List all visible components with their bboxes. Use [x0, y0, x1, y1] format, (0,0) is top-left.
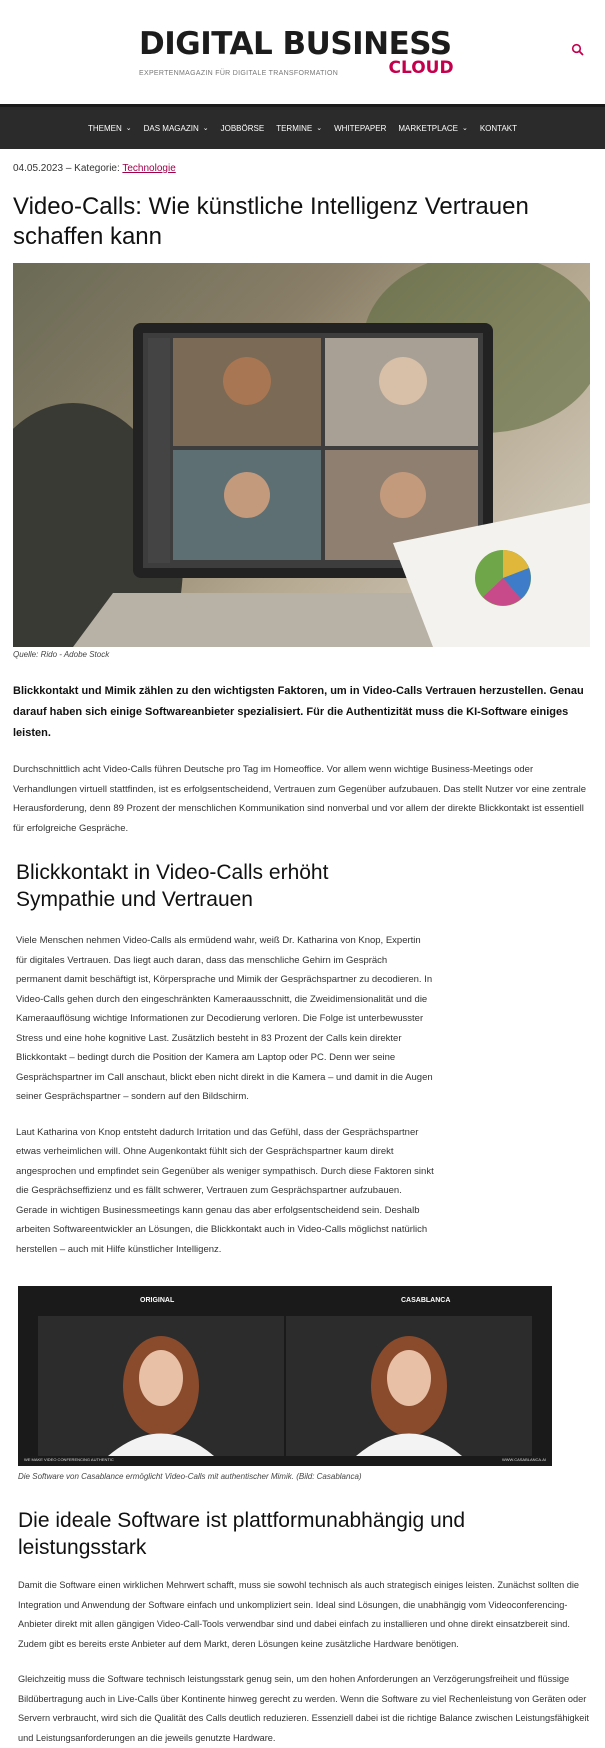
paragraph-2: Viele Menschen nehmen Video-Calls als ermüdend wahr, weiß Dr. Katharina von Knop, Expertin für digitales Vertrauen. Das liegt auch daran, dass das menschliche Gehirn im Gespräch permanent damit beschäftigt ist, Körpersprache und Mimik der Gesprächspartner zu decodieren. In Video-Calls gehen durch den eingeschränkten Kameraausschnitt, die Zweidimensionalität und die Kameraauflösung wichtige Informationen zur Decodierung verloren. Die Folge ist unterbewusster Stress und eine hohe kognitive Last. Zusätzlich besteht in 83 Prozent der Calls kein direkter Blickkontakt – bedingt durch die Position der Kamera am Laptop oder PC. Denn wer seine Gesprächspartner im Call anschaut, blickt eben nicht direkt in die Kamera – und damit in die Augen seiner Gesprächspartner – sondern auf den Bildschirm.	[16, 935, 433, 1102]
chevron-down-icon: ⌄	[461, 125, 468, 132]
category-prefix: – Kategorie:	[63, 163, 123, 174]
comparison-video-image	[18, 1286, 552, 1466]
hero-illustration	[13, 263, 590, 647]
category-link[interactable]: Technologie	[122, 163, 176, 174]
nav-item-termine[interactable]: TERMINE ⌄	[276, 123, 323, 133]
search-icon[interactable]	[571, 43, 585, 57]
hero-caption: Quelle: Rido - Adobe Stock	[13, 650, 110, 659]
site-header	[0, 0, 605, 104]
logo-main-text: DIGITAL BUSINESS	[139, 26, 452, 62]
nav-item-themen[interactable]: THEMEN ⌄	[87, 123, 132, 133]
nav-item-jobboerse[interactable]: JOBBÖRSE	[220, 123, 265, 133]
video-footer-right: WWW.CASABLANCA.AI	[501, 1457, 546, 1462]
paragraph-4: Damit die Software einen wirklichen Mehrwert schafft, muss sie sowohl technisch als auch strategisch einiges leisten. Zunächst sollten die Integration und Anwendung der Software einfach und unkompliziert sein. Ideal sind Lösungen, die unabhängig vom Videoconferencing-Anbieter direkt mit allen gängigen Video-Call-Tools verwendbar sind und dabei einfach zu installieren und ohne direkt einsatzbereit sind. Zudem gibt es bereits erste Anbieter auf dem Markt, deren Lösungen keine zusätzliche Hardware benötigen.	[18, 1580, 580, 1649]
video-panel-casablanca	[286, 1316, 532, 1456]
article-lead: Blickkontakt und Mimik zählen zu den wichtigsten Faktoren, um in Video-Calls Vertrauen herzustellen. Genau darauf haben sich einige Softwareanbieter spezialisiert. Für die Authentizität muss die KI-Software einiges leisten.	[13, 685, 584, 739]
logo-tagline: EXPERTENMAGAZIN FÜR DIGITALE TRANSFORMATION	[139, 70, 339, 77]
chevron-down-icon: ⌄	[316, 125, 323, 132]
video-footer-left: WE MAKE VIDEO CONFERENCING AUTHENTIC	[24, 1457, 114, 1462]
article-meta	[13, 163, 592, 174]
section-heading-2: Die ideale Software ist plattformunabhängig und leistungsstark	[18, 1509, 466, 1559]
nav-item-marketplace[interactable]: MARKETPLACE ⌄	[398, 123, 468, 133]
logo-cloud-text: CLOUD	[388, 58, 454, 78]
video-label-casablanca: CASABLANCA	[401, 1297, 451, 1304]
nav-item-das-magazin[interactable]: DAS MAGAZIN ⌄	[143, 123, 209, 133]
main-nav	[0, 104, 605, 149]
section-heading-1: Blickkontakt in Video-Calls erhöht Sympathie und Vertrauen	[16, 861, 329, 911]
paragraph-1: Durchschnittlich acht Video-Calls führen Deutsche pro Tag im Homeoffice. Vor allem wenn wichtige Business-Meetings oder Verhandlungen virtuell stattfinden, ist es erfolgsentscheidend, Vertrauen zum Gegenüber aufzubauen. Das stellt Nutzer vor eine zentrale Herausforderung, denn 89 Prozent der menschlichen Kommunikation sind nonverbal und vor allem der direkte Blickkontakt ist essentiell für erfolgreiche Gespräche.	[13, 764, 586, 834]
nav-item-whitepaper[interactable]: WHITEPAPER	[334, 123, 387, 133]
paragraph-3: Laut Katharina von Knop entsteht dadurch Irritation und das Gefühl, dass der Gesprächspartner etwas verheimlichen will. Ohne Augenkontakt fühlt sich der Gesprächspartner kaum direkt angesprochen und empfindet sein Gegenüber als weniger sympathisch. Durch diese Faktoren sinkt die Gesprächseffizienz und es fällt schwerer, Vertrauen zum Gesprächspartner aufzubauen. Gerade in wichtigen Businessmeetings kann genau das aber erfolgsentscheidend sein. Deshalb arbeiten Softwareentwickler an Lösungen, die Blickkontakt auch in Video-Calls möglichst natürlich herstellen – auch mit Hilfe künstlicher Intelligenz.	[16, 1126, 434, 1255]
person-illustration	[38, 1316, 284, 1456]
paragraph-5: Gleichzeitig muss die Software technisch leistungsstark genug sein, um den hohen Anforderungen an Verzögerungsfreiheit und flüssige Bildübertragung auch in Live-Calls über Kontinente hinweg gerecht zu werden. Wenn die Software zu viel Rechenleistung von Geräten oder Servern verbraucht, wird sich die Qualität des Calls deutlich reduzieren. Essenziell dabei ist die richtige Balance zwischen Leistungsfähigkeit und Leistungsanforderungen an die jeweils genutzte Hardware.	[18, 1674, 589, 1743]
nav-item-kontakt[interactable]: KONTAKT	[479, 123, 518, 133]
hero-image	[13, 263, 590, 647]
article-title: Video-Calls: Wie künstliche Intelligenz Vertrauen schaffen kann	[13, 193, 529, 250]
video-caption: Die Software von Casablance ermöglicht Video-Calls mit authentischer Mimik. (Bild: Casablanca)	[18, 1472, 362, 1481]
site-logo[interactable]	[139, 28, 452, 77]
video-panel-original	[38, 1316, 284, 1456]
chevron-down-icon: ⌄	[125, 125, 132, 132]
article-date: 04.05.2023	[13, 163, 64, 174]
video-label-original: ORIGINAL	[140, 1297, 175, 1304]
person-illustration	[286, 1316, 532, 1456]
chevron-down-icon: ⌄	[202, 125, 209, 132]
